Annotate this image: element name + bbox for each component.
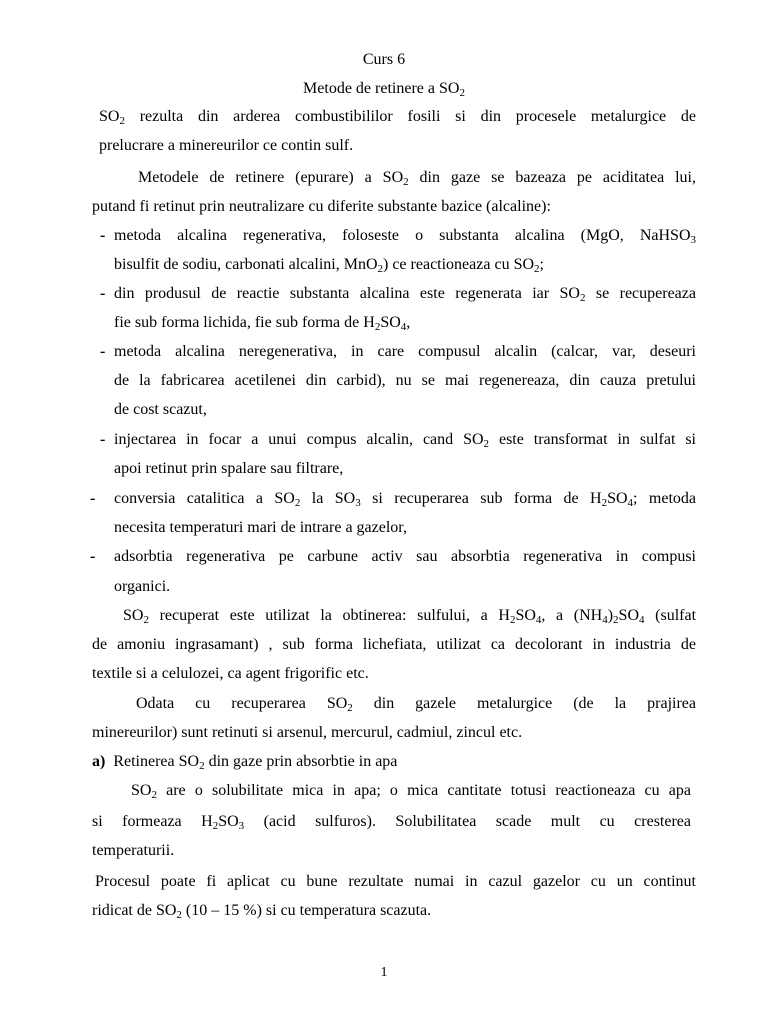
process-line: ridicat de $SO_2$ (10 – 15 %) si cu temperatura scazuta.: [92, 902, 432, 921]
bullet-dash: -: [100, 431, 106, 448]
lecture-subtitle: Metode de retinere a $SO_2$: [303, 80, 465, 99]
bullet-line: necesita temperaturi mari de intrare a gazelor,: [114, 519, 407, 536]
bullet-dash: -: [100, 343, 106, 360]
bullet-line: fie sub forma lichida, fie sub forma de $H_2SO_4$,: [114, 314, 411, 333]
bullet-line: organici.: [114, 578, 171, 595]
solubility-line: si formeaza $H_2SO_3$ (acid sulfuros). Solubilitatea scade mult cu cresterea: [92, 813, 691, 832]
bullet-line: conversia catalitica a $SO_2$ la $SO_3$ si recuperarea sub forma de $H_2SO_4$; metoda: [114, 490, 696, 509]
methods-intro-line: Metodele de retinere (epurare) a $SO_2$ din gaze se bazeaza pe aciditatea lui,: [138, 169, 697, 188]
bullet-line: injectarea in focar a unui compus alcalin, cand $SO_2$ este transformat in sulfat si: [114, 431, 696, 450]
page-number: 1: [380, 965, 388, 980]
bullet-dash: -: [100, 285, 106, 302]
uses-line: textile si a celulozei, ca agent frigorific etc.: [92, 665, 369, 682]
bullet-line: bisulfit de sodiu, carbonati alcalini, MnO$_2$) ce reactioneaza cu $SO_2$;: [114, 256, 544, 275]
section-a-title: Retinerea $SO_2$ din gaze prin absorbtie in apa: [113, 753, 398, 772]
bullet-line: apoi retinut prin spalare sau filtrare,: [114, 460, 344, 477]
bullet-line: de la fabricarea acetilenei din carbid), nu se mai regenereaza, din cauza pretului: [114, 372, 696, 389]
methods-intro-line: putand fi retinut prin neutralizare cu diferite substante bazice (alcaline):: [92, 198, 551, 215]
bullet-dash: -: [90, 548, 96, 565]
bullet-line: de cost scazut,: [114, 401, 207, 418]
bullet-dash: -: [90, 490, 96, 507]
course-title: Curs 6: [362, 51, 406, 68]
bullet-line: adsorbtia regenerativa pe carbune activ sau absorbtia regenerativa in compusi: [114, 548, 696, 565]
section-a-label: a): [92, 753, 106, 770]
bullet-line: metoda alcalina regenerativa, foloseste o substanta alcalina (MgO, NaHSO$_3$: [114, 227, 696, 246]
process-line: Procesul poate fi aplicat cu bune rezultate numai in cazul gazelor cu un continut: [95, 873, 696, 890]
intro-line: prelucrare a minereurilor ce contin sulf.: [99, 137, 354, 154]
solubility-line: $SO_2$ are o solubilitate mica in apa; o mica cantitate totusi reactioneaza cu apa: [131, 782, 691, 801]
uses-line: de amoniu ingrasamant) , sub forma lichefiata, utilizat ca decolorant in industria de: [92, 636, 696, 653]
bullet-line: metoda alcalina neregenerativa, in care compusul alcalin (calcar, var, deseuri: [114, 343, 696, 360]
intro-line: $SO_2$ rezulta din arderea combustibililor fosili si din procesele metalurgice de: [99, 108, 696, 127]
metals-line: minereurilor) sunt retinuti si arsenul, mercurul, cadmiul, zincul etc.: [92, 724, 523, 741]
bullet-line: din produsul de reactie substanta alcalina este regenerata iar $SO_2$ se recupereaza: [114, 285, 696, 304]
section-a-heading: [92, 752, 397, 772]
bullet-dash: -: [100, 227, 106, 244]
uses-line: $SO_2$ recuperat este utilizat la obtinerea: sulfului, a $H_2SO_4$, a $(NH_4)_2SO_4$ (sulfat: [123, 607, 697, 626]
solubility-line: temperaturii.: [92, 842, 175, 859]
metals-line: Odata cu recuperarea $SO_2$ din gazele metalurgice (de la prajirea: [136, 695, 696, 714]
